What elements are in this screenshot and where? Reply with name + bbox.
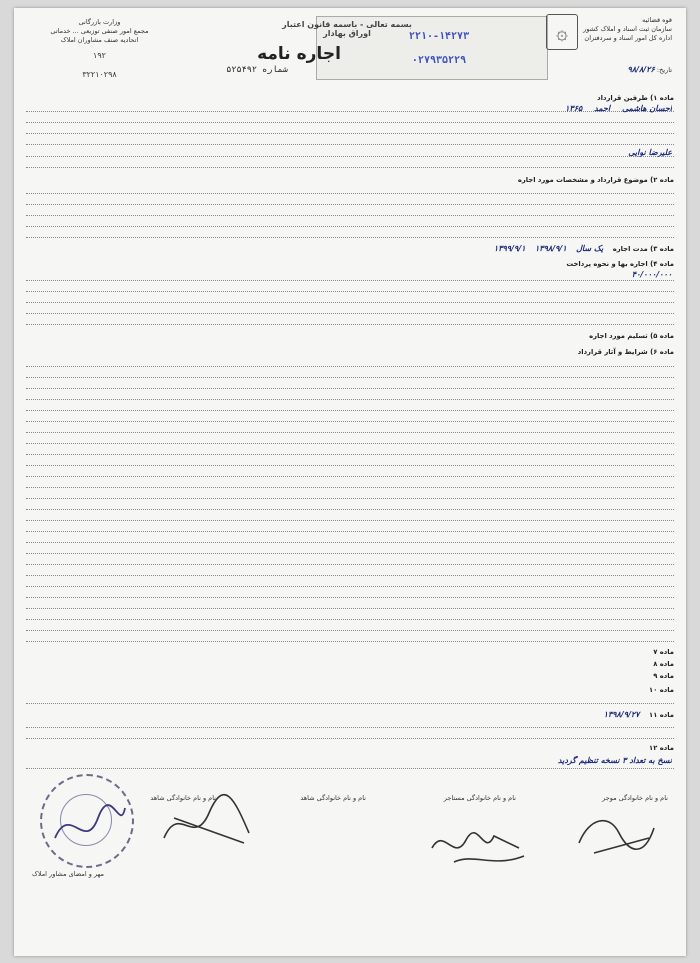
tenant-signature-icon [424, 818, 534, 873]
header-right-block [522, 16, 672, 75]
form-line [26, 204, 674, 205]
form-line [26, 608, 674, 609]
section-3-label: ماده ۳) مدت اجاره [612, 245, 674, 253]
serial-label: شماره [262, 65, 288, 75]
hologram-number-2: ۰۲۷۹۳۵۲۲۹ [411, 55, 467, 66]
signature-label-tenant: نام و نام خانوادگی مستاجر [443, 794, 516, 802]
form-line [26, 542, 674, 543]
form-line [26, 280, 674, 281]
form-line [26, 156, 674, 157]
judiciary-logo-icon: ۞ [546, 14, 578, 50]
form-line [26, 133, 674, 134]
form-line [26, 641, 674, 642]
lease-start: ۱۳۹۸/۹/۱ [535, 244, 567, 253]
section-heading-1: ماده ۱) طرفین قرارداد [597, 94, 674, 102]
header-right-line: سازمان ثبت اسناد و املاک کشور [583, 25, 672, 33]
lessor-name: احسان هاشمی [621, 104, 672, 113]
form-line [26, 703, 674, 704]
header-right-line: قوه قضائیه [642, 16, 672, 24]
form-line [26, 520, 674, 521]
form-line [26, 465, 674, 466]
serial-number [212, 65, 302, 75]
form-line [26, 377, 674, 378]
section-heading-4: ماده ۴) اجاره بها و نحوه پرداخت [566, 260, 674, 268]
form-line [26, 122, 674, 123]
form-line [26, 421, 674, 422]
header-left-line: مجمع امور صنفی توزیعی ... خدماتی [50, 27, 149, 35]
handwritten-deposit [32, 270, 672, 279]
form-line [26, 443, 674, 444]
header-right-date [522, 65, 672, 75]
witness-signature-icon [154, 788, 264, 858]
form-line [26, 432, 674, 433]
form-line [26, 768, 674, 769]
header-left-line: اتحادیه صنف مشاوران املاک [60, 36, 139, 44]
section-heading-9: ماده ۹ [653, 672, 674, 680]
form-line [26, 586, 674, 587]
section-heading-8: ماده ۸ [653, 660, 674, 668]
form-line [26, 487, 674, 488]
copies-note: نسخ به تعداد ۳ نسخه تنظیم گردید [557, 756, 672, 765]
form-line [26, 619, 674, 620]
section-heading-11 [26, 710, 674, 719]
document-subtitle: بسمه تعالی - باسمه قانون اعتبار اوراق بهادار [282, 20, 412, 38]
form-line [26, 215, 674, 216]
form-line [26, 366, 674, 367]
section-heading-10: ماده ۱۰ [649, 686, 674, 694]
form-line [26, 727, 674, 728]
tenant-name: علیرضا نوایی [628, 148, 672, 157]
agent-signature-icon [50, 798, 130, 858]
form-line [26, 553, 674, 554]
signature-label-witness-2: نام و نام خانوادگی شاهد [150, 794, 216, 802]
form-line [26, 410, 674, 411]
header-right-line: اداره کل امور اسناد و سردفتران [584, 34, 672, 42]
section-heading-3 [26, 244, 674, 253]
form-line [26, 291, 674, 292]
lease-document-page [14, 8, 686, 956]
form-line [26, 226, 674, 227]
form-line [26, 509, 674, 510]
signature-label-lessor: نام و نام خانوادگی موجر [602, 794, 668, 802]
header-left-line: وزارت بازرگانی [78, 18, 121, 26]
lease-end: ۱۳۹۹/۹/۱ [493, 244, 526, 253]
form-line [26, 237, 674, 238]
header-left-code: ۱۹۲ [93, 51, 106, 60]
document-title: اجاره نامه [257, 44, 341, 64]
lessor-signature-icon [574, 808, 664, 868]
section-heading-2: ماده ۲) موضوع قرارداد و مشخصات مورد اجاره [517, 176, 674, 184]
form-line [26, 144, 674, 145]
birth-year: ۱۳۶۵ [565, 104, 583, 113]
form-line [26, 313, 674, 314]
form-line [26, 167, 674, 168]
deposit-amount: ۴۰/۰۰۰/۰۰۰ [631, 270, 672, 279]
header-left-block [32, 18, 167, 79]
lease-duration: یک سال [576, 244, 604, 253]
hologram-number-1: ۲۲۱۰-۱۴۲۷۳ [408, 31, 470, 42]
section-heading-5: ماده ۵) تسلیم مورد اجاره [589, 332, 674, 340]
header-left-phone: ۳۲۲۱۰۲۹۸ [82, 70, 117, 79]
lessor-father: احمد [594, 104, 611, 113]
serial-value: ۵۲۵۴۹۲ [226, 65, 257, 75]
form-line [26, 575, 674, 576]
form-line [26, 498, 674, 499]
form-line [26, 630, 674, 631]
signature-label-witness-1: نام و نام خانوادگی شاهد [300, 794, 366, 802]
form-line [26, 302, 674, 303]
header-date-label: تاریخ: [656, 66, 672, 74]
form-line [26, 531, 674, 532]
signature-label-agent: مهر و امضای مشاور املاک [32, 870, 104, 878]
handwritten-lessor [32, 104, 672, 113]
section-heading-6: ماده ۶) شرایط و آثار قرارداد [577, 348, 674, 356]
form-line [26, 399, 674, 400]
sign-date: ۱۳۹۸/۹/۲۷ [603, 710, 640, 719]
header-date-value: ۹۸/۸/۲۶ [627, 65, 655, 74]
handwritten-note [32, 756, 672, 765]
form-line [26, 454, 674, 455]
form-line [26, 476, 674, 477]
form-line [26, 193, 674, 194]
section-heading-12: ماده ۱۲ [649, 744, 674, 752]
form-line [26, 388, 674, 389]
section-11-label: ماده ۱۱ [649, 711, 674, 719]
section-heading-7: ماده ۷ [653, 648, 674, 656]
form-line [26, 324, 674, 325]
form-line [26, 564, 674, 565]
form-line [26, 738, 674, 739]
form-line [26, 597, 674, 598]
